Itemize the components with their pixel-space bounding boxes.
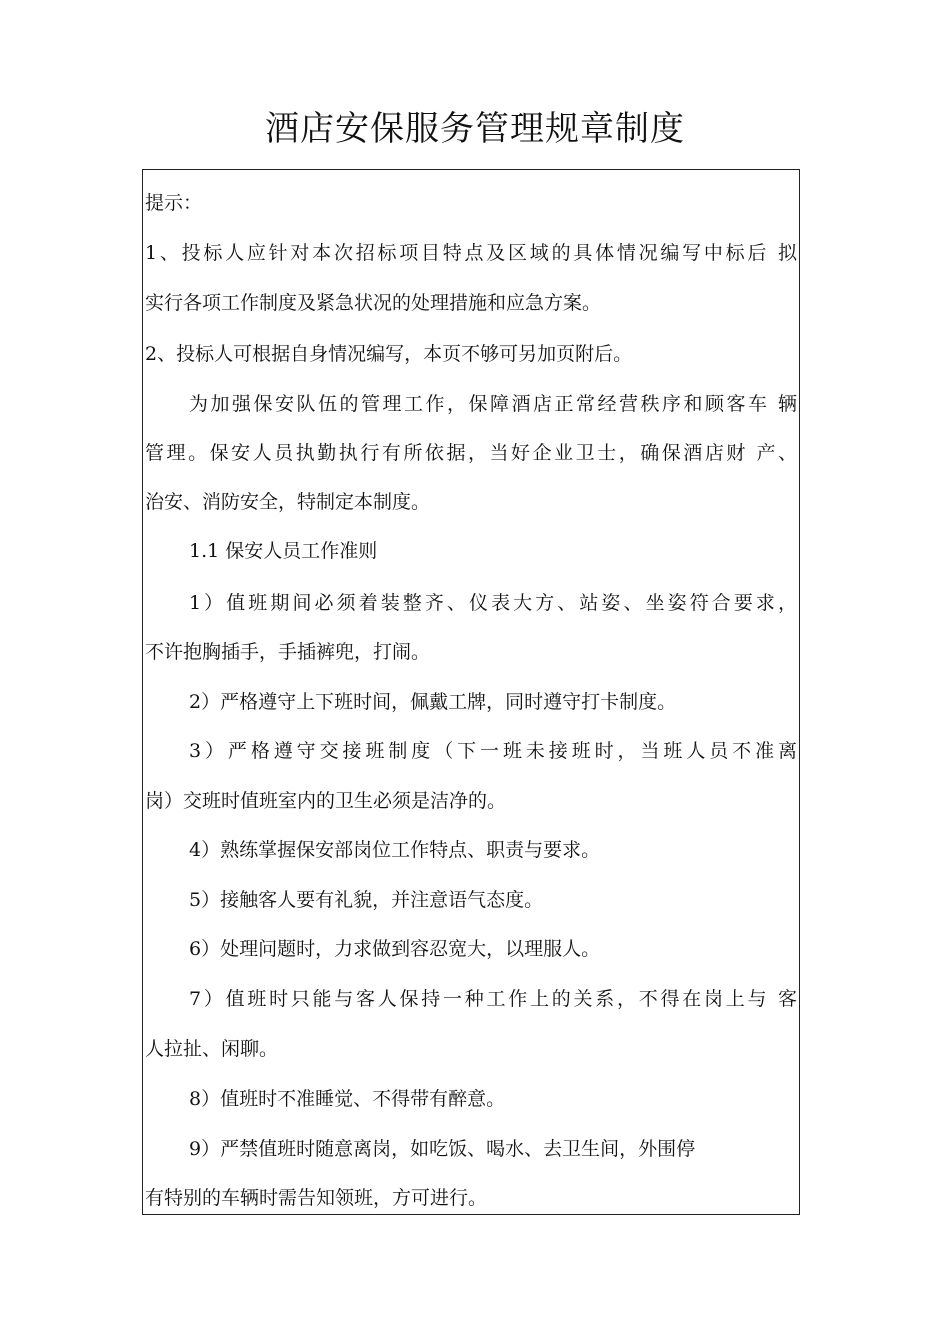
list-item-4: 4）熟练掌握保安部岗位工作特点、职责与要求。	[189, 839, 601, 861]
list-item-1: 1）值班期间必须着装整齐、仪表大方、站姿、坐姿符合要求，	[189, 592, 797, 614]
list-item-5: 5）接触客人要有礼貌，并注意语气态度。	[189, 889, 544, 911]
list-item-3: 3）严格遵守交接班制度（下一班未接班时，当班人员不准离	[189, 740, 797, 762]
text-line: 2、投标人可根据自身情况编写，本页不够可另加页附后。	[145, 343, 633, 365]
text-line: 有特别的车辆时需告知领班，方可进行。	[145, 1187, 488, 1209]
list-item-2: 2）严格遵守上下班时间，佩戴工牌，同时遵守打卡制度。	[189, 691, 677, 713]
text-line: 提示：	[145, 192, 203, 214]
text-line: 岗）交班时值班室内的卫生必须是洁净的。	[145, 790, 507, 812]
text-line: 1、投标人应针对本次招标项目特点及区域的具体情况编写中标后 拟	[145, 242, 797, 264]
list-item-7: 7）值班时只能与客人保持一种工作上的关系，不得在岗上与 客	[189, 988, 797, 1010]
section-heading: 1.1 保安人员工作准则	[189, 540, 378, 562]
document-title: 酒店安保服务管理规章制度	[265, 109, 685, 149]
list-item-9: 9）严禁值班时随意离岗，如吃饭、喝水、去卫生间，外围停	[189, 1138, 696, 1160]
text-line: 治安、消防安全，特制定本制度。	[145, 491, 431, 513]
text-line: 实行各项工作制度及紧急状况的处理措施和应急方案。	[145, 292, 602, 314]
list-item-6: 6）处理问题时，力求做到容忍宽大，以理服人。	[189, 938, 601, 960]
content-table-cell	[142, 169, 800, 1215]
list-item-8: 8）值班时不准睡觉、不得带有醉意。	[189, 1088, 506, 1110]
text-line: 人拉扯、闲聊。	[145, 1038, 279, 1060]
text-line: 管理。保安人员执勤执行有所依据，当好企业卫士，确保酒店财 产、	[145, 442, 797, 464]
text-line: 不许抱胸插手，手插裤兜，打闹。	[145, 641, 431, 663]
paragraph-first-line: 为加强保安队伍的管理工作，保障酒店正常经营秩序和顾客车 辆	[189, 393, 797, 415]
